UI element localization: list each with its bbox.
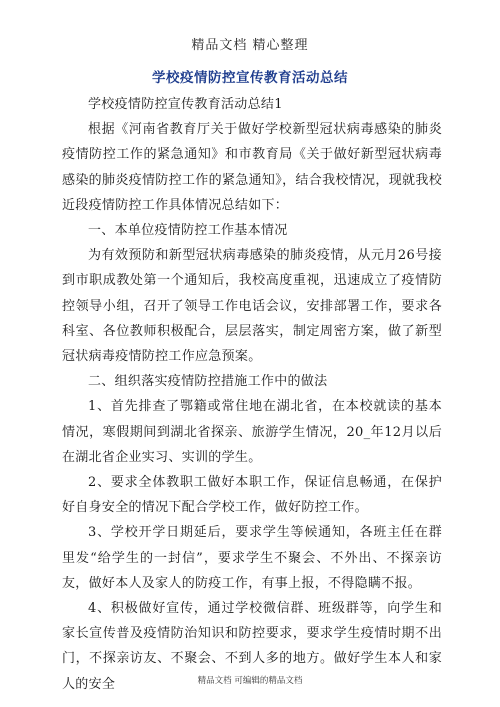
measure-item-4: 4、积极做好宣传，通过学校微信群、班级群等，向学生和家长宣传普及疫情防治知识和防控要求，要求学生疫情时期不出门，不探亲访友、不聚会、不到人多的地方。做好学生本人和家人的安全 [62,601,442,692]
section-1-paragraph: 为有效预防和新型冠状病毒感染的肺炎疫情，从元月26号接到市职成教处第一个通知后，我校高度重视，迅速成立了疫情防控领导小组，召开了领导工作电话会议，安排部署工作，要求各科室、各位教师积极配合，层层落实，制定周密方案，做了新型冠状病毒疫情防控工作应急预案。 [62,248,442,365]
subtitle-paragraph: 学校疫情防控宣传教育活动总结1 [88,97,283,112]
document-body [62,92,442,697]
section-heading-2: 二、组织落实疫情防控措施工作中的做法 [88,374,328,390]
measure-item-1: 1、首先排查了鄂籍或常住地在湖北省，在本校就读的基本情况，寒假期间到湖北省探亲、旅游学生情况，20_年12月以后在湖北省企业实习、实训的学生。 [62,399,442,465]
document-title: 学校疫情防控宣传教育活动总结 [152,70,348,86]
footer-tag: 精品文档 可编辑的精品文档 [197,676,303,686]
header-tag: 精品文档 精心整理 [191,38,309,53]
section-heading-1: 一、本单位疫情防控工作基本情况 [88,223,288,239]
measure-item-2: 2、要求全体教职工做好本职工作，保证信息畅通，在保护好自身安全的情况下配合学校工作，做好防控工作。 [62,475,442,516]
intro-paragraph: 根据《河南省教育厅关于做好学校新型冠状病毒感染的肺炎疫情防控工作的紧急通知》和市教育局《关于做好新型冠状病毒感染的肺炎疫情防控工作的紧急通知》，结合我校情况，现就我校近段疫情防控工作具体情况总结如下： [62,122,442,213]
measure-item-3: 3、学校开学日期延后，要求学生等候通知，各班主任在群里发“给学生的一封信”，要求学生不聚会、不外出、不探亲访友，做好本人及家人的防疫工作，有事上报，不得隐瞒不报。 [62,525,442,591]
